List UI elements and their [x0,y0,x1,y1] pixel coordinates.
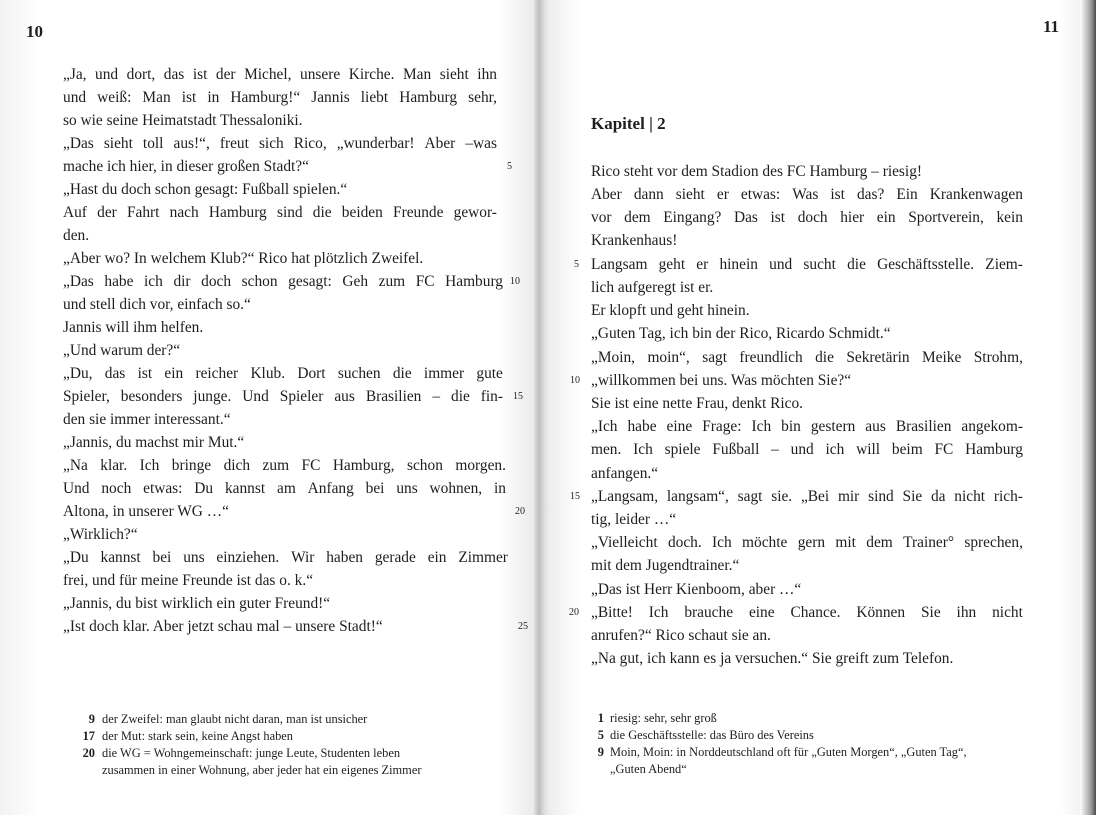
text-line: Rico steht vor dem Stadion des FC Hamburg – riesig! [591,163,923,180]
text-line: so wie seine Heimatstadt Thessaloniki. [63,112,303,129]
text-line: „willkommen bei uns. Was möchten Sie?“ [591,372,852,389]
text-line: „Moin, moin“, sagt freundlich die Sekretärin Meike Strohm, [591,349,1023,366]
right-page: 11 Kapitel | 2 Rico steht vor dem Stadion des FC Hamburg – riesig! Aber dann sieht er etwas: Was ist das? Ein Krankenwagen vor dem Eingang? Das ist doch hier ein Sportverein, kein Krankenhaus! Langsam geht er hinein und sucht die Geschäftsstelle. Ziem- lich aufgeregt ist er. Er klopft und geht hinein. „Guten Tag, ich bin der Rico, Ricardo Schmidt.“ „Moin, moin“, sagt freundlich die Sekretärin Meike Strohm, „willkommen bei uns. Was möchten Sie?“ Sie ist eine nette Frau, denkt Rico. „Ich habe eine Frage: Ich bin gestern aus Brasilien angekom- men. Ich spiele Fußball – und ich will beim FC Hamburg anfangen.“ „Langsam, langsam“, sagt sie. „Bei mir sind Sie da nicht rich- tig, leider …“ „Vielleicht doch. Ich möchte gern mit dem Trainer° sprechen, mit dem Jugendtrainer.“ „Das ist Herr Kienboom, aber …“ „Bitte! Ich brauche eine Chance. Können Sie ihn nicht anrufen?“ Rico schaut sie an. „Na gut, ich kann es ja versuchen.“ Sie greift zum Telefon. 5 10 15 20 1 riesig: sehr, sehr groß 5 die Geschäftsstelle: das Büro des Vereins 9 Moin, Moin: in Norddeutschland oft für „Guten Morgen“, „Guten Tag“, „Guten Abend“ [540,0,1096,815]
text-line: mit dem Jugendtrainer.“ [591,557,740,574]
text-line: lich aufgeregt ist er. [591,279,714,296]
text-line: „Du kannst bei uns einziehen. Wir haben gerade ein Zimmer [63,549,508,566]
left-page: 10 „Ja, und dort, das ist der Michel, unsere Kirche. Man sieht ihn und weiß: Man ist in Hamburg!“ Jannis liebt Hamburg sehr, so wie seine Heimatstadt Thessaloniki. „Das sieht toll aus!“, freut sich Rico, „wunderbar! Aber –was mache ich hier, in dieser großen Stadt?“ „Hast du doch schon gesagt: Fußball spielen.“ Auf der Fahrt nach Hamburg sind die beiden Freunde gewor- den. „Aber wo? In welchem Klub?“ Rico hat plötzlich Zweifel. „Das habe ich dir doch schon gesagt: Geh zum FC Hamburg und stell dich vor, einfach so.“ Jannis will ihm helfen. „Und warum der?“ „Du, das ist ein reicher Klub. Dort suchen die immer gute Spieler, besonders junge. Und Spieler aus Brasilien – die fin- den sie immer interessant.“ „Jannis, du machst mir Mut.“ „Na klar. Ich bringe dich zum FC Hamburg, schon morgen. Und noch etwas: Du kannst am Anfang bei uns wohnen, in Altona, in unserer WG …“ „Wirklich?“ „Du kannst bei uns einziehen. Wir haben gerade ein Zimmer frei, und für meine Freunde ist das o. k.“ „Jannis, du bist wirklich ein guter Freund!“ „Ist doch klar. Aber jetzt schau mal – unsere Stadt!“ 5 10 15 20 25 9 der Zweifel: man glaubt nicht daran, man ist unsicher 17 der Mut: stark sein, keine Angst haben 20 die WG = Wohngemeinschaft: junge Leute, Studenten leben zusammen in einer Wohnung, aber jeder hat ein eigenes Zimmer [0,0,540,815]
text-line: vor dem Eingang? Das ist doch hier ein Sportverein, kein [591,209,1023,226]
line-number: 20 [515,506,525,517]
text-line: „Langsam, langsam“, sagt sie. „Bei mir sind Sie da nicht rich- [591,488,1023,505]
text-line: anrufen?“ Rico schaut sie an. [591,627,771,644]
line-number: 10 [510,276,520,287]
text-line: „Ja, und dort, das ist der Michel, unsere Kirche. Man sieht ihn [63,66,497,83]
text-line: „Guten Tag, ich bin der Rico, Ricardo Schmidt.“ [591,325,891,342]
text-line: „Und warum der?“ [63,342,181,359]
text-line: Sie ist eine nette Frau, denkt Rico. [591,395,804,412]
text-line: mache ich hier, in dieser großen Stadt?“ [63,158,309,175]
text-line: „Jannis, du machst mir Mut.“ [63,434,245,451]
text-line: anfangen.“ [591,465,659,482]
text-line: „Na gut, ich kann es ja versuchen.“ Sie greift zum Telefon. [591,650,954,667]
text-line: „Aber wo? In welchem Klub?“ Rico hat plötzlich Zweifel. [63,250,424,267]
line-number: 15 [570,491,580,502]
chapter-title: Kapitel | 2 [591,114,666,133]
text-line: „Vielleicht doch. Ich möchte gern mit dem Trainer° sprechen, [591,534,1023,551]
text-line: den sie immer interessant.“ [63,411,231,428]
page-edge-shadow [1080,0,1096,815]
line-number: 25 [518,621,528,632]
text-line: Krankenhaus! [591,232,678,249]
text-line: „Bitte! Ich brauche eine Chance. Können Sie ihn nicht [591,604,1023,621]
line-number: 10 [570,375,580,386]
text-line: und weiß: Man ist in Hamburg!“ Jannis liebt Hamburg sehr, [63,89,497,106]
text-line: Langsam geht er hinein und sucht die Geschäftsstelle. Ziem- [591,256,1023,273]
text-line: den. [63,227,90,244]
page-number: 11 [1043,17,1060,36]
text-line: „Na klar. Ich bringe dich zum FC Hamburg, schon morgen. [63,457,506,474]
text-line: „Hast du doch schon gesagt: Fußball spielen.“ [63,181,348,198]
text-line: Jannis will ihm helfen. [63,319,204,336]
line-number: 20 [569,607,579,618]
page-number: 10 [26,22,43,41]
text-line: men. Ich spiele Fußball – und ich will beim FC Hamburg [591,441,1023,458]
text-line: Und noch etwas: Du kannst am Anfang bei uns wohnen, in [63,480,506,497]
text-line: Auf der Fahrt nach Hamburg sind die beiden Freunde gewor- [63,204,497,221]
text-line: „Jannis, du bist wirklich ein guter Freund!“ [63,595,331,612]
line-number: 5 [574,259,579,270]
text-line: „Das ist Herr Kienboom, aber …“ [591,581,802,598]
text-line: „Wirklich?“ [63,526,138,543]
text-line: „Das sieht toll aus!“, freut sich Rico, „wunderbar! Aber –was [63,135,497,152]
text-line: Er klopft und geht hinein. [591,302,750,319]
text-line: „Ist doch klar. Aber jetzt schau mal – unsere Stadt!“ [63,618,383,635]
text-line: Spieler, besonders junge. Und Spieler aus Brasilien – die fin- [63,388,503,405]
text-line: „Das habe ich dir doch schon gesagt: Geh zum FC Hamburg [63,273,503,290]
text-line: Aber dann sieht er etwas: Was ist das? Ein Krankenwagen [591,186,1023,203]
text-line: und stell dich vor, einfach so.“ [63,296,251,313]
line-number: 5 [507,161,512,172]
text-line: frei, und für meine Freunde ist das o. k.“ [63,572,314,589]
text-line: „Ich habe eine Frage: Ich bin gestern aus Brasilien angekom- [591,418,1023,435]
text-line: Altona, in unserer WG …“ [63,503,229,520]
text-line: „Du, das ist ein reicher Klub. Dort suchen die immer gute [63,365,503,382]
text-line: tig, leider …“ [591,511,677,528]
book-gutter [534,0,544,815]
line-number: 15 [513,391,523,402]
